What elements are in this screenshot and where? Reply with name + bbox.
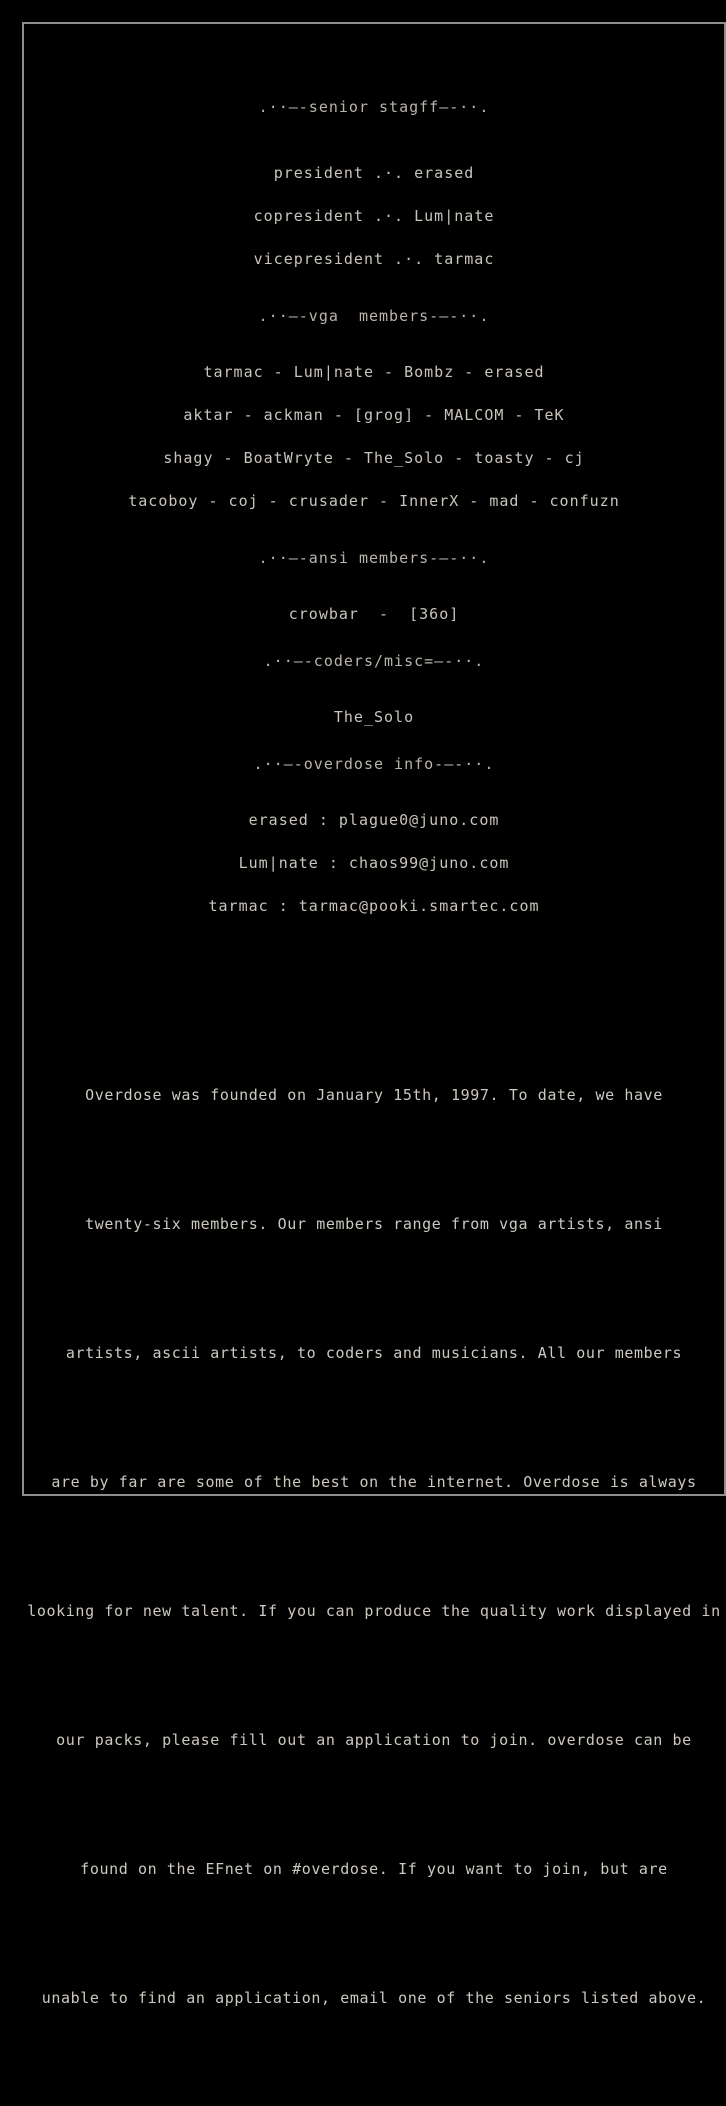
section-heading-coders-misc: .··—-coders/misc=—-··.	[263, 652, 485, 670]
about-line-3: artists, ascii artists, to coders and musicians. All our members	[65, 1344, 683, 1362]
about-line-7: found on the EFnet on #overdose. If you want to join, but are	[80, 1860, 668, 1878]
spacer	[24, 325, 724, 351]
about-paragraph	[24, 988, 724, 2106]
contact-line-lumnate: Lum|nate : chaos99@juno.com	[238, 854, 510, 872]
about-line-2: twenty-six members. Our members range from vga artists, ansi	[85, 1215, 663, 1233]
spacer	[24, 636, 724, 652]
spacer	[24, 281, 724, 307]
vga-members-line-4: tacoboy - coj - crusader - InnerX - mad - confuzn	[128, 492, 620, 510]
about-line-1: Overdose was founded on January 15th, 1997. To date, we have	[85, 1086, 663, 1104]
section-heading-ansi-members: .··—-ansi members-—-··.	[258, 549, 490, 567]
staff-line-vicepresident: vicepresident .·. tarmac	[253, 250, 495, 268]
spacer	[24, 116, 724, 152]
spacer	[24, 670, 724, 696]
vga-members-line-2: aktar - ackman - [grog] - MALCOM - TeK	[183, 406, 565, 424]
staff-line-president: president .·. erased	[273, 164, 475, 182]
about-line-6: our packs, please fill out an application to join. overdose can be	[56, 1731, 692, 1749]
vga-members-line-3: shagy - BoatWryte - The_Solo - toasty - cj	[163, 449, 585, 467]
staff-line-copresident: copresident .·. Lum|nate	[253, 207, 495, 225]
section-heading-senior-staff: .··—-senior stagff—-··.	[258, 98, 490, 116]
coders-misc-line-1: The_Solo	[333, 708, 415, 726]
ansi-members-line-1: crowbar - [36o]	[288, 605, 460, 623]
about-line-5: looking for new talent. If you can produce the quality work displayed in	[27, 1602, 721, 1620]
about-line-4: are by far are some of the best on the internet. Overdose is always	[51, 1473, 697, 1491]
spacer	[24, 739, 724, 755]
document-content	[24, 24, 724, 2007]
document-border	[22, 22, 726, 2007]
contact-line-erased: erased : plague0@juno.com	[248, 811, 500, 829]
about-line-8: unable to find an application, email one of the seniors listed above.	[41, 1989, 707, 2007]
vga-members-line-1: tarmac - Lum|nate - Bombz - erased	[203, 363, 545, 381]
spacer	[24, 567, 724, 593]
section-heading-overdose-info: .··—-overdose info-—-··.	[253, 755, 495, 773]
spacer	[24, 773, 724, 799]
top-spacer	[24, 24, 724, 98]
contact-line-tarmac: tarmac : tarmac@pooki.smartec.com	[208, 897, 540, 915]
section-heading-vga-members: .··—-vga members-—-··.	[258, 307, 490, 325]
spacer	[24, 523, 724, 549]
